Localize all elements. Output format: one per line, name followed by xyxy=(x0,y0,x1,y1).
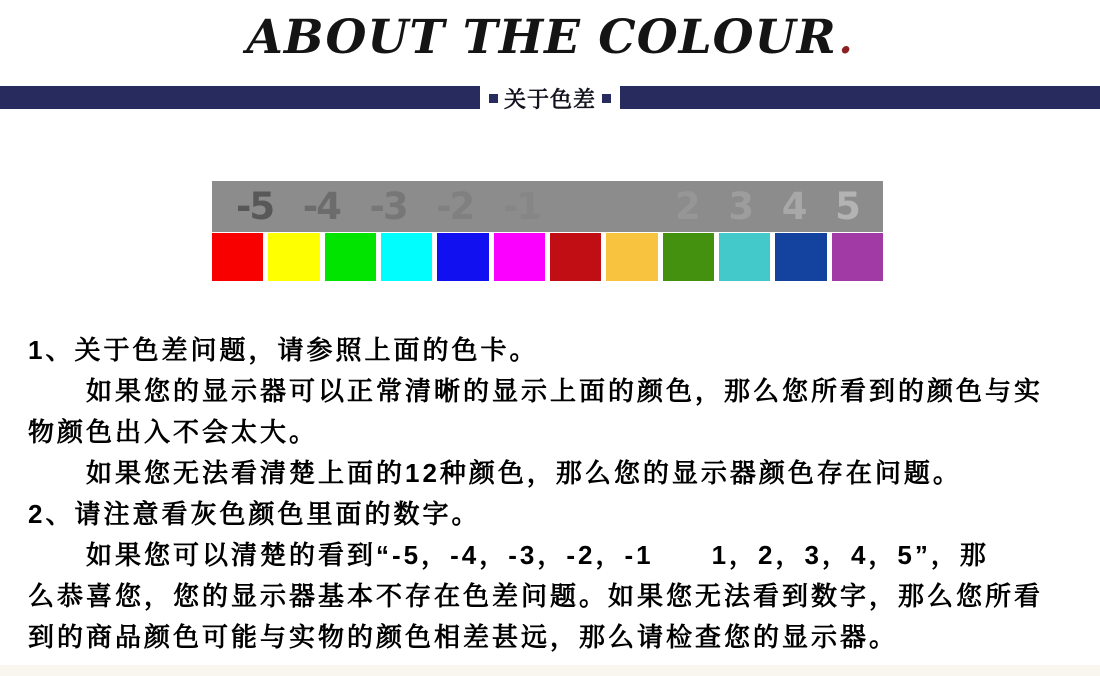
page-title xyxy=(0,10,1100,65)
swatch-dark-blue xyxy=(775,233,826,281)
gray-number-1: 1 xyxy=(595,185,620,228)
body-text xyxy=(28,330,1083,658)
text-line-2: 如果您的显示器可以正常清晰的显示上面的颜色，那么您所看到的颜色与实 xyxy=(28,376,1044,406)
gray-number-2: 2 xyxy=(675,185,699,228)
bottom-strip xyxy=(0,665,1100,676)
swatch-amber xyxy=(606,233,657,281)
gray-number--1: -1 xyxy=(502,185,541,228)
text-line-5: 2、请注意看灰色颜色里面的数字。 xyxy=(28,499,481,529)
title-period: . xyxy=(838,16,854,63)
text-line-1: 1、关于色差问题，请参照上面的色卡。 xyxy=(28,335,539,365)
swatch-yellow xyxy=(268,233,319,281)
banner-label-box xyxy=(480,79,620,117)
text-line-7: 么恭喜您，您的显示器基本不存在色差问题。如果您无法看到数字，那么您所看 xyxy=(28,581,1044,611)
page-title-text: ABOUT THE COLOUR xyxy=(246,10,837,65)
text-line-8: 到的商品颜色可能与实物的颜色相差甚远，那么请检查您的显示器。 xyxy=(28,622,899,652)
swatch-green xyxy=(325,233,376,281)
swatch-cyan xyxy=(381,233,432,281)
banner-label: 关于色差 xyxy=(503,86,596,112)
gray-number--4: -4 xyxy=(302,185,340,228)
swatch-blue xyxy=(437,233,488,281)
swatch-row xyxy=(212,233,883,281)
square-bullet-icon xyxy=(602,94,611,103)
text-line-6: 如果您可以清楚的看到“-5，-4，-3，-2，-1 1，2，3，4，5”，那 xyxy=(28,540,989,570)
gray-number-5: 5 xyxy=(835,185,859,228)
gray-number--3: -3 xyxy=(369,185,407,228)
gray-number--2: -2 xyxy=(436,185,474,228)
text-line-4: 如果您无法看清楚上面的12种颜色，那么您的显示器颜色存在问题。 xyxy=(28,458,962,488)
swatch-dark-red xyxy=(550,233,601,281)
gray-number-row xyxy=(212,181,883,232)
swatch-dark-green xyxy=(663,233,714,281)
swatch-red xyxy=(212,233,263,281)
gray-number--5: -5 xyxy=(236,185,274,228)
gray-number-4: 4 xyxy=(781,185,806,228)
text-line-3: 物颜色出入不会太大。 xyxy=(28,417,319,447)
swatch-purple xyxy=(832,233,883,281)
swatch-magenta xyxy=(494,233,545,281)
navy-band xyxy=(0,86,1100,112)
color-card xyxy=(212,181,883,281)
swatch-turquoise xyxy=(719,233,770,281)
square-bullet-icon xyxy=(489,94,498,103)
gray-number-3: 3 xyxy=(728,185,753,228)
